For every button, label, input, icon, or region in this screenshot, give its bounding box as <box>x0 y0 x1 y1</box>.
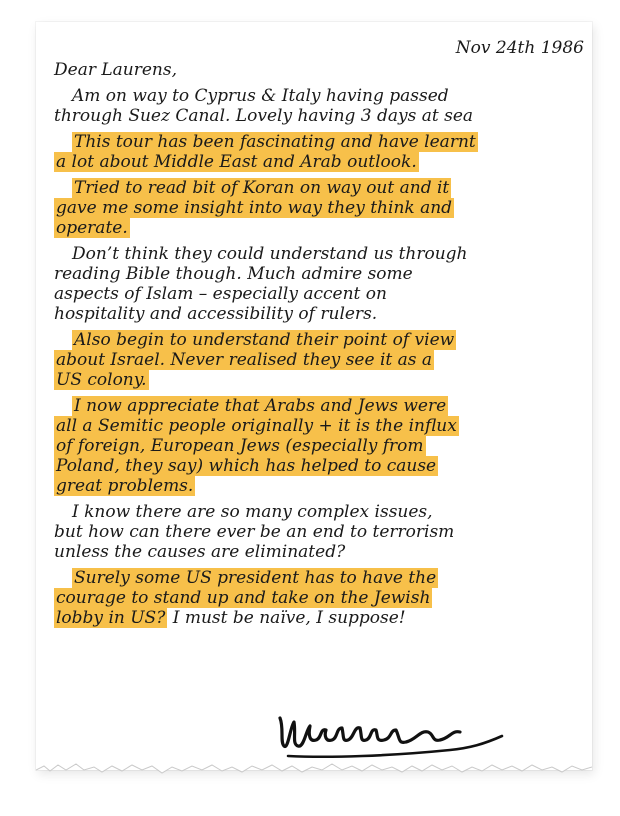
letter-line <box>54 106 584 126</box>
letter-line <box>54 568 584 588</box>
letter-line <box>54 370 584 390</box>
letter-line <box>54 330 584 350</box>
letter-salutation: Dear Laurens, <box>54 60 177 80</box>
letter-text: Am on way to Cyprus & Italy having passed <box>72 86 449 106</box>
letter-paragraphs <box>54 86 584 628</box>
letter-paragraph <box>54 396 584 496</box>
highlighted-text: about Israel. Never realised they see it as a <box>56 350 433 370</box>
letter-text: hospitality and accessibility of rulers. <box>54 304 378 324</box>
letter-paragraph <box>54 330 584 390</box>
letter-line <box>54 152 584 172</box>
signature-image <box>270 700 530 770</box>
letter-text: I must be naïve, I suppose! <box>167 608 406 628</box>
letter-line <box>54 244 584 264</box>
highlighted-text: Also begin to understand their point of view <box>74 330 455 350</box>
highlighted-text: Surely some US president has to have the <box>74 568 437 588</box>
letter-line <box>54 502 584 522</box>
letter-date: Nov 24th 1986 <box>455 38 584 58</box>
highlighted-text: of foreign, European Jews (especially from <box>56 436 424 456</box>
highlighted-text: Tried to read bit of Koran on way out and it <box>74 178 450 198</box>
highlighted-text: all a Semitic people originally + it is the influx <box>56 416 457 436</box>
letter-line <box>54 542 584 562</box>
highlighted-text: US colony. <box>56 370 147 390</box>
letter-line <box>54 416 584 436</box>
letter-paragraph <box>54 86 584 126</box>
letter-paragraph <box>54 132 584 172</box>
letter-text: unless the causes are eliminated? <box>54 542 346 562</box>
letter-text: I know there are so many complex issues, <box>72 502 433 522</box>
highlighted-text: I now appreciate that Arabs and Jews were <box>74 396 447 416</box>
highlighted-text: great problems. <box>56 476 194 496</box>
letter-line <box>54 396 584 416</box>
letter-body <box>54 38 584 634</box>
highlighted-text: This tour has been fascinating and have learnt <box>74 132 476 152</box>
highlighted-text: gave me some insight into way they think and <box>56 198 453 218</box>
letter-line <box>54 264 584 284</box>
letter-line <box>54 86 584 106</box>
letter-line <box>54 178 584 198</box>
letter-text: aspects of Islam – especially accent on <box>54 284 387 304</box>
letter-paragraph <box>54 568 584 628</box>
highlighted-text: Poland, they say) which has helped to cause <box>56 456 437 476</box>
letter-line <box>54 284 584 304</box>
letter-line <box>54 304 584 324</box>
letter-line <box>54 522 584 542</box>
letter-paragraph <box>54 244 584 324</box>
letter-line <box>54 350 584 370</box>
highlighted-text: lobby in US? <box>56 608 166 628</box>
highlighted-text: a lot about Middle East and Arab outlook. <box>56 152 417 172</box>
letter-line <box>54 436 584 456</box>
letter-text: Don’t think they could understand us through <box>72 244 468 264</box>
letter-line <box>54 476 584 496</box>
letter-line <box>54 456 584 476</box>
letter-line <box>54 608 584 628</box>
letter-paragraph <box>54 502 584 562</box>
letter-line <box>54 588 584 608</box>
letter-line <box>54 218 584 238</box>
letter-line <box>54 198 584 218</box>
highlighted-text: courage to stand up and take on the Jewish <box>56 588 431 608</box>
letter-text: but how can there ever be an end to terrorism <box>54 522 455 542</box>
letter-line <box>54 132 584 152</box>
letter-paragraph <box>54 178 584 238</box>
letter-text: reading Bible though. Much admire some <box>54 264 413 284</box>
letter-text: through Suez Canal. Lovely having 3 days at sea <box>54 106 474 126</box>
highlighted-text: operate. <box>56 218 128 238</box>
